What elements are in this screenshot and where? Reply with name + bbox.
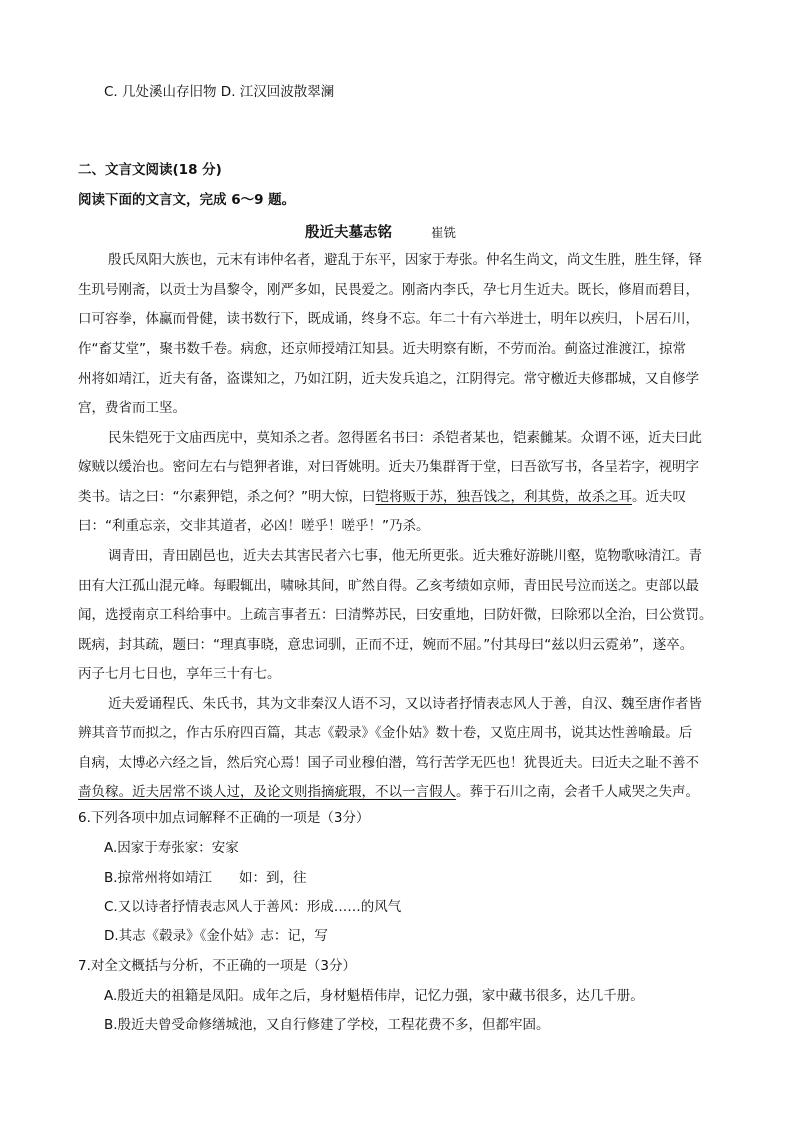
passage-line: 民朱铠死于文庙西庑中，莫知杀之者。忽得匿名书曰：杀铠者某也，铠素雠某。众谓不诬，近夫曰此 [108, 430, 702, 446]
passage-line: 近夫爱诵程氏、朱氏书，其为文非秦汉人语不习，又以诗者抒情表志风人于善，自汉、魏至唐作者皆 [108, 696, 702, 712]
q7-option-a: A.殷近夫的祖籍是凤阳。成年之后，身材魁梧伟岸，记忆力强，家中藏书很多，达几千册。 [104, 988, 644, 1004]
passage-line: 辨其音节而拟之，作古乐府四百篇，其志《毂录》《金仆姑》数十卷，又览庄周书，说其达性善喻最。后 [78, 725, 693, 741]
underlined-sentence: 铠将贩于苏，独吾饯之，利其赀，故杀之耳 [375, 489, 632, 505]
section-heading: 二、文言文阅读(18 分) [78, 162, 222, 178]
q7-option-b: B.殷近夫曾受命修缮城池，又自行修建了学校，工程花费不多，但都牢固。 [104, 1017, 550, 1033]
section-instruction: 阅读下面的文言文，完成 6～9 题。 [78, 192, 296, 208]
text-span: 。近夫叹 [632, 489, 686, 505]
text-span: 。葬于石川之南，会者千人咸哭之失声。 [456, 784, 699, 800]
passage-line: 自病，太博必六经之旨，然后究心焉！国子司业穆伯潜，笃行苦学无匹也！犹畏近夫。曰近夫之耻不善不 [78, 755, 699, 771]
q6-option-c: C.又以诗者抒情表志风人于善风：形成……的风气 [104, 899, 402, 915]
passage-line: 田有大江孤山混元峰。每暇辄出，啸咏其间，旷然自得。乙亥考绩如京师，青田民号泣而送之。吏部以最 [78, 578, 699, 594]
passage-line: 作“畜艾堂”，聚书数千卷。病愈，还京师授靖江知县。近夫明察有断，不劳而治。蓟盗过淮渡江，掠常 [78, 341, 686, 357]
passage-line: 州将如靖江，近夫有备，盗谍知之，乃如江阴，近夫发兵追之，江阴得完。常守檄近夫修郡城，又自修学 [78, 371, 699, 387]
passage-line [78, 782, 699, 802]
passage-line: 生玑号刚斋，以贡士为昌黎令，刚严多如，民畏爱之。刚斋内李氏，孕七月生近夫。既长，修眉而碧目， [78, 282, 699, 298]
passage-author: 崔铣 [431, 225, 457, 240]
passage-line: 宫，费省而工坚。 [78, 400, 186, 416]
passage-line: 曰：“利重忘亲，交非其道者，必凶！嗟乎！嗟乎！”乃杀。 [78, 518, 430, 534]
passage-line [78, 487, 686, 507]
q6-option-d: D.其志《毂录》《金仆姑》志：记，写 [104, 928, 328, 944]
q6-option-a: A.因家于寿张家：安家 [104, 840, 239, 856]
text-span: 类书。诘之曰：“尔素狎铠，杀之何？”明大惊，曰 [78, 489, 376, 505]
passage-line: 口可容拳，体赢而骨健，读书数行下，既成诵，终身不忘。年二十有六举进士，明年以疾归，卜居石川， [78, 311, 699, 327]
passage-line: 丙子七月七日也，享年三十有七。 [78, 666, 281, 682]
passage-line: 既病，封其疏，题曰：“理真事晓，意忠词驯，正而不迂，婉而不屈。”付其母曰“兹以归云霓弟”，遂卒。 [78, 637, 694, 653]
passage-line: 调青田，青田剧邑也，近夫去其害民者六七事，他无所更张。近夫雅好游眺川壑，览物歌咏清江。青 [108, 548, 702, 564]
choice-c-line: C. 几处溪山存旧物 D. 江汉回波散翠澜 [104, 84, 335, 100]
passage-title: 殷近夫墓志铭 [305, 225, 392, 241]
passage-line: 殷氏凤阳大族也，元末有讳仲名者，避乱于东平，因家于寿张。仲名生尚文，尚文生胜，胜生铎，铎 [108, 252, 702, 268]
q6-option-b: B.掠常州将如靖江 如：到，往 [104, 870, 307, 886]
passage-line: 嫁贼以缓治也。密问左右与铠狎者谁，对曰胥姚明。近夫乃集群胥于堂，曰吾欲写书，各呈若字，视明字 [78, 459, 699, 475]
question-7: 7.对全文概括与分析，不正确的一项是（3分） [78, 958, 356, 974]
passage-line: 闻，选授南京工科给事中。上疏言事者五：曰清弊苏民，曰安重地，曰防奸微，曰除邪以全治，曰公赏罚。 [78, 607, 713, 623]
question-6: 6.下列各项中加点词解释不正确的一项是（3分） [78, 810, 370, 826]
underlined-sentence: 啬负稼。近夫居常不谈人过，及论文则指摘疵瑕，不以一言假人 [78, 784, 456, 800]
